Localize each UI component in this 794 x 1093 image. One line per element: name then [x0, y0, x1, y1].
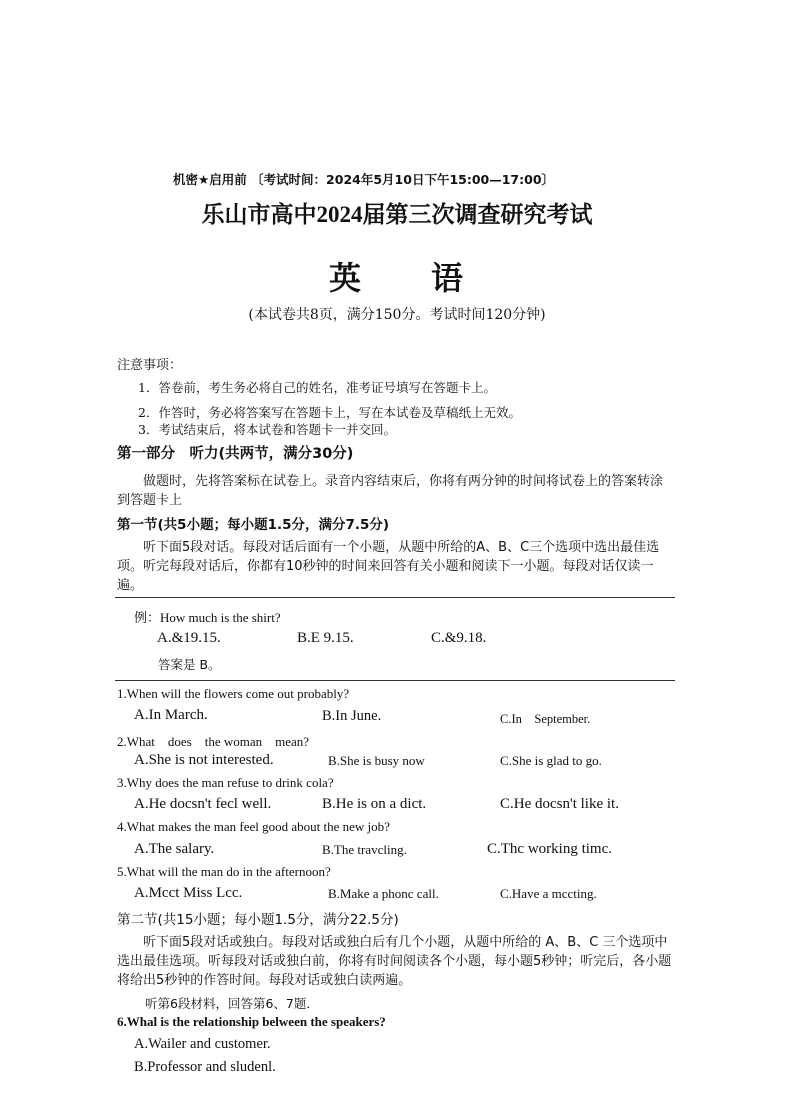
section2-material: 听第6段材料，回答第6、7题． [145, 996, 319, 1011]
section2-instruction: 听下面5段对话或独白。每段对话或独白后有几个小题，从题中所给的 A、B、C 三个选项中选出最佳选项。听每段对话或独白前，你将有时间阅读各个小题，每小题5秒钟；听完后，各小题将给出5秒钟的作答时间。每段对话或独白读两遍。 [117, 935, 672, 988]
subject-title: 英 语 [328, 259, 465, 297]
example-option-c: C.&9.18. [431, 630, 487, 646]
q1-option-b: B.In June. [322, 708, 382, 724]
note-item: 3．考试结束后，将本试卷和答题卡一并交回。 [138, 422, 396, 437]
example-option-b: B.E 9.15. [297, 630, 354, 646]
q4-option-c: C.Thc working timc. [487, 841, 612, 857]
q6-option-b: B.Professor and sludenl. [134, 1059, 276, 1075]
q3-option-a: A.He docsn't fecl well. [134, 796, 272, 812]
question-5: 5.What will the man do in the afternoon? [117, 864, 331, 879]
note-item: 1．答卷前，考生务必将自己的姓名，准考证号填写在答题卡上。 [138, 380, 496, 395]
q6-option-a: A.Wailer and customer. [134, 1036, 271, 1052]
question-6: 6.Whal is the relationship belween the speakers? [117, 1014, 386, 1029]
notes-heading: 注意事项： [117, 358, 183, 373]
q4-option-a: A.The salary. [134, 841, 215, 857]
q5-option-c: C.Have a mccting. [500, 886, 597, 901]
q5-option-b: B.Make a phonc call. [328, 886, 439, 901]
section1-title: 第一节(共5小题；每小题1.5分，满分7.5分) [117, 517, 390, 533]
example-answer: 答案是 B。 [158, 657, 221, 672]
q5-option-a: A.Mcct Miss Lcc. [134, 885, 243, 901]
q1-option-c: C.In September. [500, 712, 591, 726]
q4-option-b: B.The travcling. [322, 842, 407, 857]
question-3: 3.Why does the man refuse to drink cola? [117, 775, 334, 790]
divider [115, 597, 675, 598]
note-item: 2．作答时，务必将答案写在答题卡上，写在本试卷及草稿纸上无效。 [138, 405, 521, 420]
section1-instruction: 听下面5段对话。每段对话后面有一个小题，从题中所给的A、B、C三个选项中选出最佳选项。听完每段对话后，你都有10秒钟的时间来回答有关小题和阅读下一小题。每段对话仅读一遍。 [117, 540, 660, 593]
q3-option-b: B.He is on a dict. [322, 796, 427, 812]
question-1: 1.When will the flowers come out probably? [117, 686, 350, 701]
confidential-line: 机密★启用前 〔考试时间：2024年5月10日下午15:00—17:00〕 [173, 172, 555, 187]
part1-instruction: 做题时，先将答案标在试卷上。录音内容结束后，你将有两分钟的时间将试卷上的答案转涂到答题卡上 [117, 474, 664, 508]
q2-option-b: B.She is busy now [328, 753, 425, 768]
q2-option-c: C.She is glad to go. [500, 753, 602, 768]
q2-option-a: A.She is not interested. [134, 752, 274, 768]
example-option-a: A.&19.15. [157, 630, 221, 646]
q3-option-c: C.He docsn't like it. [500, 796, 619, 812]
exam-title: 乐山市高中2024届第三次调查研究考试 [201, 202, 593, 227]
question-2: 2.What does the woman mean? [117, 734, 310, 749]
section2-title: 第二节(共15小题；每小题1.5分，满分22.5分) [117, 912, 399, 928]
example-question: 例：How much is the shirt? [134, 610, 281, 625]
q1-option-a: A.In March. [134, 707, 208, 723]
part1-title: 第一部分 听力(共两节，满分30分) [117, 446, 354, 462]
question-4: 4.What makes the man feel good about the new job? [117, 819, 390, 834]
exam-subtitle: (本试卷共8页，满分150分。考试时间120分钟) [248, 307, 546, 323]
divider [115, 680, 675, 681]
